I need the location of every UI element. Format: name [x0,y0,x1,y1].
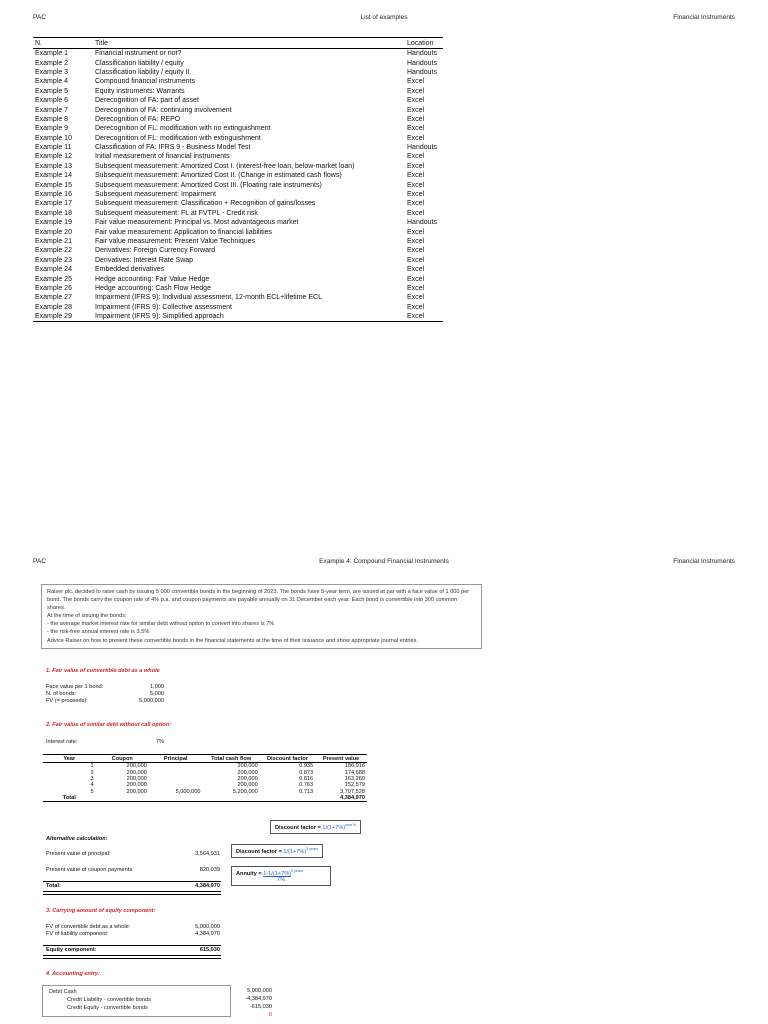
annuity-formula [231,866,331,886]
pv-year: 2 [90,769,94,776]
equity-rule [43,945,221,946]
pv-coupons-value: 820,039 [199,867,220,873]
example-title: Classification liability / equity II. [95,68,192,76]
pv-coupon: 200,000 [126,788,147,795]
example-number: Example 3 [35,68,69,76]
formula-exponent: 5 years [306,847,319,851]
journal-line-value: -4,384,970 [245,996,272,1002]
example-title: Impairment (IFRS 9): Individual assessment, 12-month ECL+lifetime ECL [95,294,323,302]
example-number: Example 29 [33,312,93,322]
example-title: Equity instruments: Warrants [95,87,185,95]
formula-expression: 1/(1+7%) [283,848,307,855]
example-location: Excel [407,153,425,161]
formula-exponent: year N [345,823,356,827]
journal-entry-box [42,985,231,1017]
pv-year: 5 [90,788,94,795]
example-location: Handouts [407,59,437,67]
example-number: Example 20 [35,228,72,236]
example-location: Excel [407,78,425,86]
example-number: Example 24 [35,266,72,274]
pv-coupon: 200,000 [126,782,147,789]
examples-table-header [33,38,443,49]
example-number: Example 13 [35,162,72,170]
example-row [33,237,443,246]
example-4-page [0,548,768,1024]
example-title: Derecognition of FL: modification with no extinguishment [95,125,271,133]
formula-exponent: 5 years [291,869,303,873]
example-number: Example 27 [35,294,72,302]
example-number: Example 6 [35,97,69,105]
pv-col-discount-factor: Discount factor [260,755,315,763]
discount-factor-formula [270,820,361,834]
example-title: Initial measurement of financial instruments [95,153,230,161]
example-row [33,143,443,152]
pv-principal-label: Present value of principal: [46,851,111,857]
example-number: Example 4 [35,78,69,86]
examples-table [33,37,443,322]
pv-year: 3 [90,775,94,782]
examples-table-body [33,49,443,322]
example-location: Excel [407,97,425,105]
header-left: PAC [33,558,46,565]
example-title: Embedded derivatives [95,266,165,274]
pv-col-principal: Principal [149,755,203,763]
pv-total-cash-flow: 5,200,000 [232,788,258,795]
example-number: Example 11 [35,144,72,152]
journal-line-value: 5,000,000 [247,988,272,994]
example-location: Excel [407,162,425,170]
formula-numerator: 1-1/(1+7%) [263,870,292,877]
example-number: Example 12 [35,153,72,161]
example-number: Example 14 [35,172,72,180]
pv-row [43,763,367,770]
example-title: Classification of FA: IFRS 9 - Business Model Test [95,144,251,152]
discount-factor-5y-formula [231,844,323,858]
example-number: Example 1 [35,50,69,58]
section-4-title: 4. Accounting entry: [46,971,100,977]
example-title: Fair value measurement: Present Value Techniques [95,238,256,245]
example-title: Impairment (IFRS 9): Simplified approach [93,312,405,322]
fv-proceeds-label: FV (= proceeds): [46,698,88,704]
pv-present-value: 163,260 [344,775,365,782]
example-location: Excel [407,191,425,199]
pv-coupons-label: Present value of coupon payments: [46,867,134,873]
example-location: Excel [407,303,425,311]
pv-total-empty [260,795,315,802]
column-location: Location [405,38,443,49]
example-location: Excel [407,238,425,245]
intro-paragraph: At the time of issuing the bonds: [47,613,127,620]
example-row [33,218,443,227]
pv-total-empty [149,795,203,802]
example-row [33,209,443,218]
present-value-table [43,754,367,802]
example-title: Derecognition of FA: part of asset [95,97,199,105]
example-row [33,68,443,77]
example-row [33,105,443,114]
fv-liability-value: 4,384,970 [195,931,220,937]
example-row [33,96,443,105]
equity-double-rule [43,955,221,959]
column-title: Title [93,38,405,49]
journal-line-value: -615,030 [249,1004,272,1010]
pv-col-coupon: Coupon [96,755,149,763]
formula-denominator: 7% [276,876,286,883]
example-title: Subsequent measurement: Classification + Recognition of gains/losses [95,200,316,208]
example-title: Subsequent measurement: Amortized Cost II. (Change in estimated cash flows) [95,172,342,180]
example-location: Excel [407,200,425,208]
formula-label: Discount factor = [236,848,284,855]
example-location: Excel [407,181,425,189]
example-location: Excel [407,284,425,292]
example-title: Derecognition of FA: REPO [95,115,181,123]
pv-discount-factor: 0.763 [299,782,314,789]
example-location: Excel [407,247,425,255]
example-location: Handouts [407,219,437,227]
pv-year: 1 [90,763,94,770]
pv-coupon: 200,000 [126,763,147,770]
pv-coupon: 200,000 [126,769,147,776]
pv-present-value: 174,688 [344,769,365,776]
pv-total-cash-flow: 200,000 [237,763,258,770]
example-row [33,115,443,124]
example-row [33,77,443,86]
example-title: Subsequent measurement: FL at FVTPL - Credit risk [95,209,258,217]
intro-paragraph: - the risk-free annual interest rate is 3.5% [47,629,150,636]
face-value-label: Face value per 1 bond: [46,684,104,690]
example-title: Hedge accounting: Fair Value Hedge [95,275,210,283]
example-title: Derecognition of FA: continuing involvement [95,106,232,114]
example-number: Example 15 [35,181,72,189]
example-title: Compound financial instruments [95,78,195,86]
pv-table-body [43,763,367,795]
example-number: Example 18 [35,209,72,217]
example-number: Example 26 [35,284,72,292]
example-location: Handouts [407,144,437,152]
example-row [33,87,443,96]
example-row [33,274,443,283]
column-number: N. [33,38,93,49]
fv-whole-value: 5,000,000 [195,924,220,930]
section-2-title: 2. Fair value of similar debt without call option: [46,722,171,728]
example-number: Example 25 [35,275,72,283]
example-number: Example 22 [35,247,72,255]
example-number: Example 2 [35,59,69,67]
bonds-label: N. of bonds: [46,691,77,697]
problem-statement-box [41,584,482,649]
pv-total-label: Total [43,795,96,802]
example-location: Excel [405,312,443,322]
journal-line-label: Credit Liability - convertible bonds [67,997,151,1003]
example-row [33,124,443,133]
example-location: Excel [407,172,425,180]
pv-principal-value: 3,564,931 [195,851,220,857]
example-title: Financial instrument or not? [95,50,182,58]
header-left: PAC [33,14,46,21]
example-row [33,180,443,189]
journal-line-label: Debit Cash [49,989,77,995]
example-row [33,134,443,143]
intro-paragraph: Advice Raiser on how to present these convertible bonds in the financial statements at the time of their issuance and show appropriate journal entries. [47,637,418,644]
total-double-rule [43,891,221,895]
pv-col-total-cash-flow: Total cash flow [203,755,260,763]
pv-col-present-value: Present value [315,755,367,763]
example-location: Excel [407,125,425,133]
example-location: Handouts [407,68,437,76]
example-title: Fair value measurement: Application to financial liabilities [95,228,273,236]
pv-total-value: 4,384,970 [315,795,367,802]
alternative-calculation-title: Alternative calculation: [46,836,108,842]
pv-total-row [43,795,367,802]
example-row [33,227,443,236]
example-number: Example 7 [35,106,69,114]
intro-paragraph: Raiser plc. decided to raise cash by issuing 5 000 convertible bonds in the beginning of 2023. The bonds have 5-year term, are issued at par with a face value of 1 000 per bond. The bonds carry the coupon rate of 4% p.a. and coupon payments are payable annually on 31 December each year. Each bond is convertible into 300 common shares. [47,589,470,612]
pv-present-value: 186,916 [344,763,365,770]
pv-coupon: 200,000 [126,775,147,782]
example-title: Fair value measurement: Principal vs. Most advantageous market [95,219,299,227]
pv-discount-factor: 0.713 [299,788,314,795]
pv-table-header [43,755,367,763]
example-row [33,284,443,293]
example-row [33,265,443,274]
alt-total-label: Total: [46,883,61,889]
example-number: Example 5 [35,87,69,95]
example-title: Derivatives: Foreign Currency Forward [95,247,216,255]
example-row [33,49,443,59]
example-title: Impairment (IFRS 9): Collective assessment [95,303,232,311]
example-row [33,162,443,171]
example-row [33,190,443,199]
example-row [33,256,443,265]
equity-component-value: 615,030 [199,947,220,953]
header-center: Example 4: Compound Financial Instruments [319,558,449,565]
example-location: Excel [407,266,425,274]
interest-rate-label: Interest rate: [46,739,78,745]
equity-component-label: Equity component: [46,947,97,953]
journal-line-label: Credit Equity - convertible bonds [67,1005,148,1011]
example-title: Subsequent measurement: Impairment [95,191,217,199]
example-location: Excel [407,275,425,283]
example-number: Example 9 [35,125,69,133]
fv-proceeds-value: 5,000,000 [139,698,164,704]
intro-paragraph: - the average market interest rate for similar debt without option to convert into shares is 7% [47,621,275,628]
pv-col-year: Year [43,755,96,763]
header-right: Financial Instruments [673,558,735,565]
pv-total-cash-flow: 200,000 [237,782,258,789]
example-title: Subsequent measurement: Amortized Cost I. (interest-free loan, below-market loan) [95,162,355,170]
section-1-title: 1. Fair value of convertible debt as a whole [46,668,160,674]
header-center: List of examples [360,14,408,21]
example-number: Example 17 [35,200,72,208]
example-title: Hedge accounting: Cash Flow Hedge [95,284,211,292]
alt-total-value: 4,384,970 [195,883,220,889]
formula-label: Discount factor = [275,824,323,831]
formula-label: Annuity = [236,870,264,877]
example-title: Classification liability / equity [95,59,184,67]
total-rule [43,881,221,882]
pv-total-cash-flow: 200,000 [237,769,258,776]
pv-present-value: 152,579 [344,782,365,789]
example-location: Excel [407,115,425,123]
example-title: Derivatives: Interest Rate Swap [95,256,194,264]
pv-total-empty [203,795,260,802]
example-row [33,199,443,208]
example-row [33,171,443,180]
pv-year: 4 [90,782,94,789]
example-location: Excel [407,256,425,264]
example-number: Example 16 [35,191,72,199]
example-row [33,303,443,312]
face-value: 1,000 [150,684,164,690]
example-row [33,152,443,161]
pv-discount-factor: 0.873 [299,769,314,776]
example-number: Example 10 [35,134,72,142]
example-number: Example 19 [35,219,72,227]
fv-liability-label: FV of liability component: [46,931,109,937]
example-number: Example 21 [35,238,72,245]
pv-principal: 5,000,000 [175,788,201,795]
example-number: Example 28 [35,303,72,311]
example-location: Handouts [407,50,437,58]
example-number: Example 23 [35,256,72,264]
example-row [33,58,443,67]
example-location: Excel [407,134,425,142]
section-3-title: 3. Carrying amount of equity component: [46,908,156,914]
formula-expression: 1/(1+7%) [322,824,346,831]
header-right: Financial Instruments [673,14,735,21]
journal-check-value: 0 [268,1012,272,1018]
interest-rate-value: 7% [155,739,164,745]
example-title: Subsequent measurement: Amortized Cost III. (Floating rate instruments) [95,181,322,189]
example-location: Excel [407,228,425,236]
pv-total-empty [96,795,149,802]
example-number: Example 8 [35,115,69,123]
fv-whole-label: FV of convertible debt as a whole: [46,924,131,930]
example-row [33,293,443,302]
example-location: Excel [407,209,425,217]
example-title: Derecognition of FL: modification with extinguishment [95,134,261,142]
pv-discount-factor: 0.935 [299,763,314,770]
example-row [33,246,443,255]
example-location: Excel [407,294,425,302]
pv-total-cash-flow: 200,000 [237,775,258,782]
pv-present-value: 3,707,528 [340,788,365,795]
bonds-value: 5,000 [150,691,164,697]
pv-principal [149,763,203,770]
example-row [33,312,443,322]
pv-discount-factor: 0.816 [299,775,314,782]
example-location: Excel [407,106,425,114]
example-location: Excel [407,87,425,95]
